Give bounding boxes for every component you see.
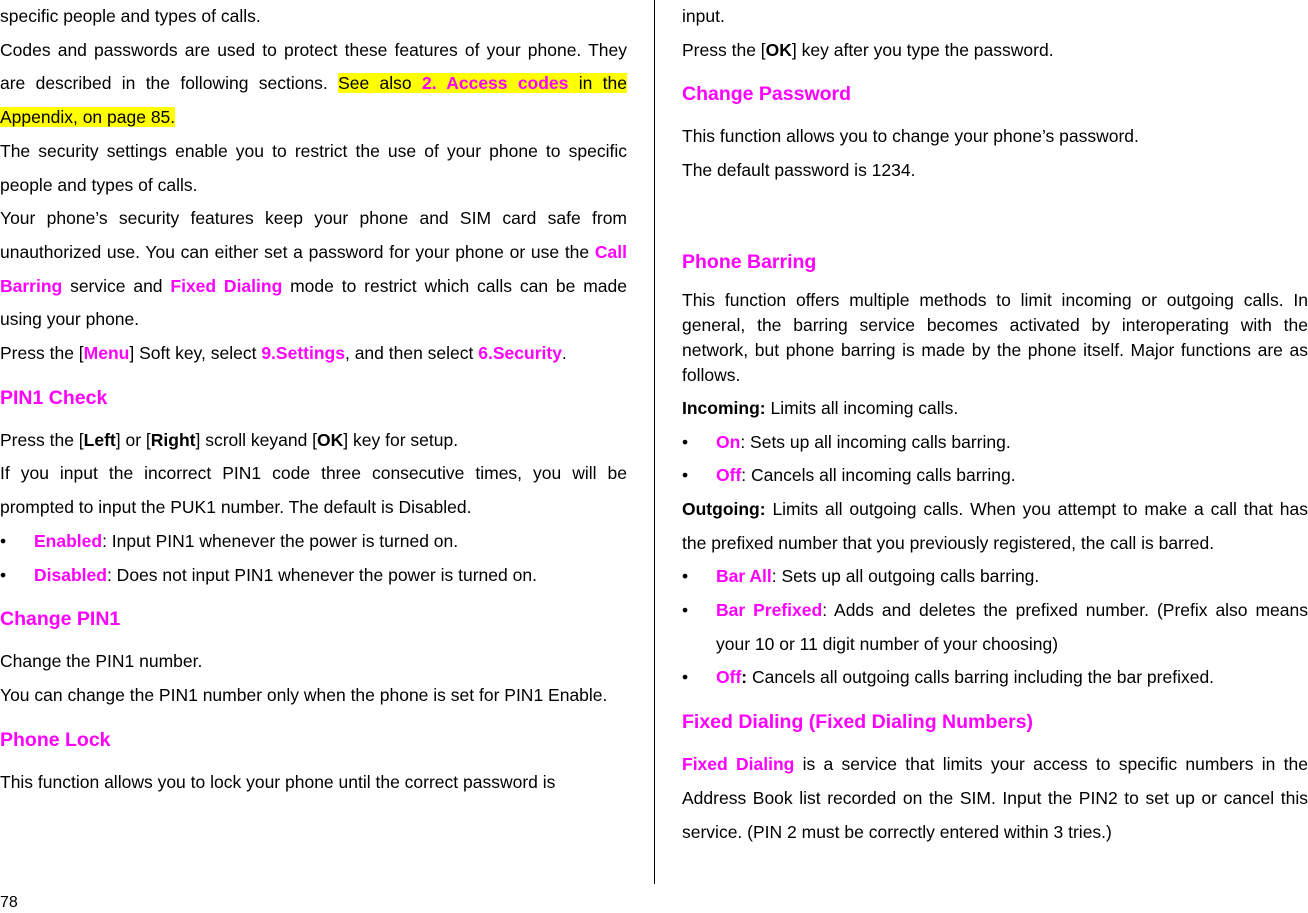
bullet-icon: • [0, 530, 7, 551]
phone-lock-heading: Phone Lock [0, 728, 111, 751]
column-divider [654, 0, 655, 884]
bullet-icon: • [682, 600, 689, 621]
fixed-dialing-paragraph: Fixed Dialing is a service that limits your access to specific numbers in the Address Book list recorded on the SIM. Input the PIN2 to set up or cancel this service. (PIN 2 must be correctly entered within 3 tries.) [682, 754, 1308, 842]
right-column [682, 0, 1308, 849]
see-also-highlight: See also 2. Access codes in the Appendix, on page 85. [0, 73, 627, 128]
change-password-paragraph-2: The default password is 1234. [682, 160, 916, 181]
change-password-paragraph-1: This function allows you to change your phone’s password. [682, 126, 1139, 147]
phone-barring-heading: Phone Barring [682, 250, 817, 273]
menu-instruction: Press the [Menu] Soft key, select 9.Settings, and then select 6.Security. [0, 343, 567, 364]
list-item: • Enabled: Input PIN1 whenever the power is turned on. [0, 525, 627, 559]
intro-tail: specific people and types of calls. [0, 6, 261, 26]
change-pin1-paragraph-2: You can change the PIN1 number only when the phone is set for PIN1 Enable. [0, 684, 608, 705]
pin1-check-heading: PIN1 Check [0, 386, 108, 409]
phone-lock-paragraph: This function allows you to lock your phone until the correct password is [0, 771, 556, 792]
bullet-icon: • [682, 667, 689, 688]
left-column [0, 0, 627, 799]
list-item: • Off: Cancels all outgoing calls barring including the bar prefixed. [682, 661, 1308, 695]
fixed-dialing-term: Fixed Dialing [170, 275, 283, 296]
codes-paragraph: Codes and passwords are used to protect these features of your phone. They are described in the following sections. See also 2. Access codes in the Appendix, on page 85. [0, 39, 627, 128]
phone-barring-paragraph: This function offers multiple methods to limit incoming or outgoing calls. In general, the barring service becomes activated by interoperating with the network, but phone barring is made by the phone itself. Major functions are as follows. [682, 289, 1308, 385]
change-password-heading: Change Password [682, 83, 852, 106]
pin1-check-instruction: Press the [Left] or [Right] scroll keyand [OK] key for setup. [0, 429, 459, 450]
features-paragraph: Your phone’s security features keep your phone and SIM card safe from unauthorized use. You can either set a password for your phone or use the Call Barring service and Fixed Dialing mode to restrict which calls can be made using your phone. [0, 208, 627, 330]
ok-instruction: Press the [OK] key after you type the password. [682, 39, 1054, 60]
list-item: • Disabled: Does not input PIN1 whenever the power is turned on. [0, 559, 627, 593]
change-pin1-paragraph-1: Change the PIN1 number. [0, 651, 203, 672]
list-item: • On: Sets up all incoming calls barring. [682, 426, 1308, 460]
change-pin1-heading: Change PIN1 [0, 608, 121, 631]
fixed-dialing-heading: Fixed Dialing (Fixed Dialing Numbers) [682, 711, 1034, 734]
call-barring-term: Call Barring [0, 241, 627, 296]
pin1-check-paragraph: If you input the incorrect PIN1 code three consecutive times, you will be prompted to input the PUK1 number. The default is Disabled. [0, 463, 627, 518]
input-tail: input. [682, 6, 725, 26]
bullet-icon: • [682, 465, 689, 486]
list-item: • Bar Prefixed: Adds and deletes the prefixed number. (Prefix also means your 10 or 11 digit number of your choosing) [682, 594, 1308, 661]
bullet-icon: • [682, 431, 689, 452]
security-paragraph: The security settings enable you to restrict the use of your phone to specific people and types of calls. [0, 140, 627, 195]
outgoing-paragraph: Outgoing: Limits all outgoing calls. When you attempt to make a call that has the prefixed number that you previously registered, the call is barred. [682, 498, 1308, 553]
list-item: • Off: Cancels all incoming calls barring. [682, 459, 1308, 493]
page-number: 78 [0, 894, 18, 911]
bullet-icon: • [682, 566, 689, 587]
incoming-paragraph: Incoming: Limits all incoming calls. [682, 397, 959, 418]
bullet-icon: • [0, 564, 7, 585]
list-item: • Bar All: Sets up all outgoing calls barring. [682, 560, 1308, 594]
